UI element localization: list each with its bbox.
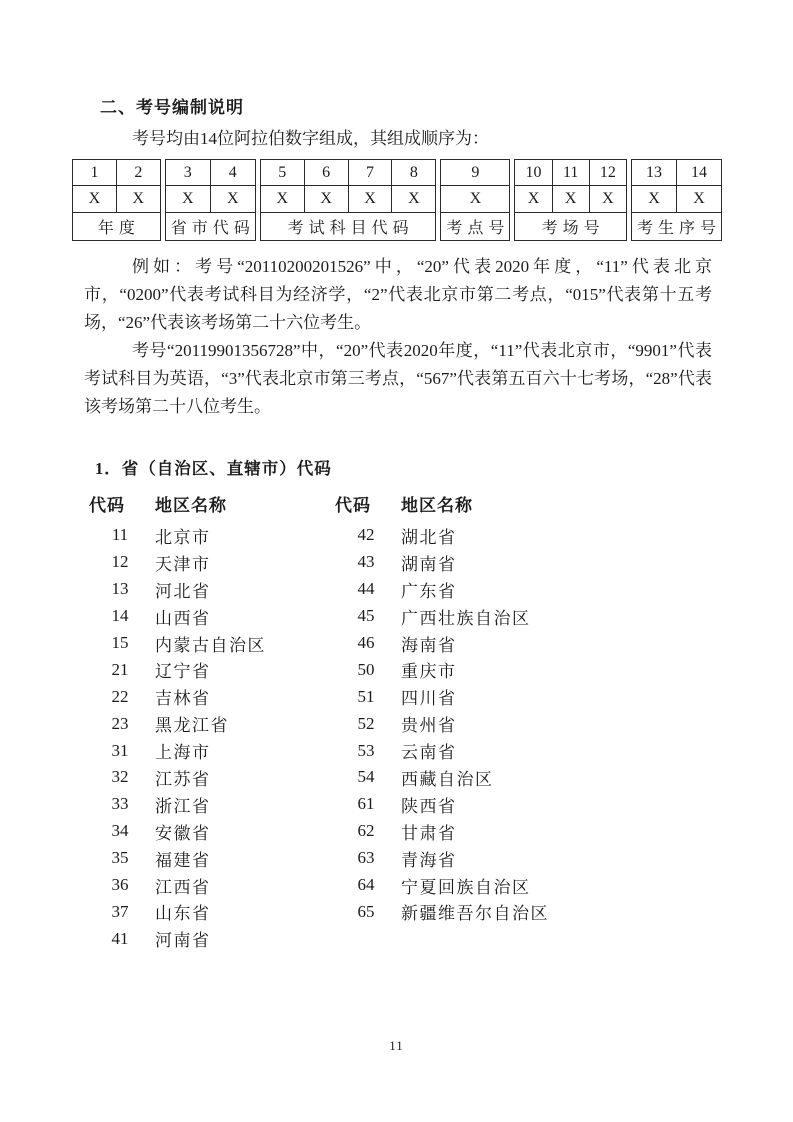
digit-position-cell: 5 — [260, 160, 304, 186]
digit-placeholder-cell: X — [441, 186, 510, 213]
page-content — [84, 97, 721, 952]
province-code: 22 — [111, 686, 129, 706]
province-row — [335, 630, 581, 657]
page-number: 11 — [389, 1038, 404, 1053]
province-name: 山西省 — [155, 608, 211, 628]
digit-position-cell: 4 — [210, 160, 255, 186]
digit-placeholder-cell: X — [392, 186, 436, 213]
province-name: 湖南省 — [401, 554, 457, 574]
digit-group-label: 考场号 — [515, 213, 627, 241]
province-name: 辽宁省 — [155, 662, 211, 682]
province-row — [89, 818, 335, 845]
province-code: 23 — [111, 713, 129, 733]
province-name: 福建省 — [155, 850, 211, 870]
province-code: 12 — [111, 552, 129, 572]
province-name: 广西壮族自治区 — [401, 608, 531, 628]
province-name: 陕西省 — [401, 796, 457, 816]
digit-position-cell: 14 — [676, 160, 721, 186]
province-code: 50 — [357, 659, 375, 679]
digit-group-label: 考生序号 — [631, 213, 721, 241]
digit-placeholder-cell: X — [348, 186, 392, 213]
province-name: 云南省 — [401, 743, 457, 763]
province-row — [89, 656, 335, 683]
province-row — [335, 549, 581, 576]
province-code: 51 — [357, 686, 375, 706]
province-row — [89, 845, 335, 872]
digit-placeholder-cell: X — [676, 186, 721, 213]
province-name: 黑龙江省 — [155, 716, 229, 736]
name-column-header: 地区名称 — [155, 496, 227, 515]
province-row — [335, 764, 581, 791]
province-code: 35 — [111, 848, 129, 868]
digit-group-label: 年度 — [73, 213, 161, 241]
province-row — [89, 549, 335, 576]
province-header-row — [89, 489, 335, 522]
province-name: 四川省 — [401, 689, 457, 709]
exam-number-digit-table — [72, 159, 722, 241]
province-row — [335, 522, 581, 549]
digit-position-cell: 8 — [392, 160, 436, 186]
province-code-lists — [89, 489, 712, 952]
province-name: 内蒙古自治区 — [155, 635, 266, 655]
province-row — [335, 791, 581, 818]
province-row — [89, 925, 335, 952]
example-paragraph-1: 例如：考号“20110200201526”中，“20”代表2020年度，“11”代表北京市，“0200”代表考试科目为经济学，“2”代表北京市第二考点，“015”代表第十五考场，“26”代表该考场第二十六位考生。 — [84, 257, 712, 332]
province-row — [89, 764, 335, 791]
province-table-right — [335, 489, 581, 925]
province-code: 44 — [357, 579, 375, 599]
digit-group-label: 考试科目代码 — [260, 213, 436, 241]
province-name: 青海省 — [401, 850, 457, 870]
province-name: 甘肃省 — [401, 823, 457, 843]
province-code: 64 — [357, 875, 375, 895]
province-code: 62 — [357, 821, 375, 841]
digit-group — [72, 159, 161, 241]
digit-group-label: 考点号 — [441, 213, 510, 241]
province-name: 天津市 — [155, 554, 211, 574]
province-row — [89, 872, 335, 899]
province-row — [89, 737, 335, 764]
province-name: 河南省 — [155, 931, 211, 951]
province-code: 13 — [111, 579, 129, 599]
code-column-header: 代码 — [335, 496, 371, 515]
province-row — [89, 710, 335, 737]
province-name: 吉林省 — [155, 689, 211, 709]
province-row — [89, 683, 335, 710]
province-name: 安徽省 — [155, 823, 211, 843]
province-code: 42 — [357, 525, 375, 545]
digit-placeholder-cell: X — [552, 186, 589, 213]
digit-placeholder-cell: X — [73, 186, 117, 213]
name-column-header: 地区名称 — [401, 496, 473, 515]
province-row — [335, 710, 581, 737]
province-name: 重庆市 — [401, 662, 457, 682]
province-name: 江苏省 — [155, 769, 211, 789]
province-header-row — [335, 489, 581, 522]
province-row — [335, 576, 581, 603]
province-code: 34 — [111, 821, 129, 841]
digit-placeholder-cell: X — [260, 186, 304, 213]
digit-group — [440, 159, 510, 241]
digit-placeholder-cell: X — [589, 186, 626, 213]
digit-position-cell: 2 — [116, 160, 160, 186]
province-name: 河北省 — [155, 581, 211, 601]
province-row — [335, 872, 581, 899]
province-code: 65 — [357, 901, 375, 921]
province-name: 海南省 — [401, 635, 457, 655]
province-name: 山东省 — [155, 904, 211, 924]
digit-group-label: 省市代码 — [165, 213, 255, 241]
province-name: 宁夏回族自治区 — [401, 877, 531, 897]
province-name: 西藏自治区 — [401, 769, 494, 789]
province-row — [89, 522, 335, 549]
province-section-heading: 1．省（自治区、直辖市）代码 — [95, 459, 332, 478]
digit-position-cell: 9 — [441, 160, 510, 186]
province-row — [89, 630, 335, 657]
province-code: 53 — [357, 740, 375, 760]
digit-position-cell: 7 — [348, 160, 392, 186]
province-row — [335, 603, 581, 630]
province-row — [89, 791, 335, 818]
digit-placeholder-cell: X — [210, 186, 255, 213]
digit-placeholder-cell: X — [165, 186, 210, 213]
province-code: 15 — [111, 633, 129, 652]
digit-position-cell: 1 — [73, 160, 117, 186]
example-paragraph-2: 考号“20119901356728”中，“20”代表2020年度，“11”代表北京市，“9901”代表考试科目为英语，“3”代表北京市第三考点，“567”代表第五百六十七考场，“28”代表该考场第二十八位考生。 — [84, 341, 712, 416]
digit-placeholder-cell: X — [116, 186, 160, 213]
province-row — [335, 656, 581, 683]
intro-text: 考号均由14位阿拉伯数字组成，其组成顺序为： — [132, 129, 489, 148]
province-name: 新疆维吾尔自治区 — [401, 904, 549, 924]
digit-position-cell: 10 — [515, 160, 552, 186]
digit-position-cell: 6 — [304, 160, 348, 186]
province-row — [335, 898, 581, 925]
province-code: 45 — [357, 606, 375, 626]
province-code: 43 — [357, 552, 375, 572]
province-name: 贵州省 — [401, 716, 457, 736]
province-name: 浙江省 — [155, 796, 211, 816]
province-code: 41 — [111, 928, 129, 948]
province-row — [335, 683, 581, 710]
province-code: 32 — [111, 767, 129, 787]
province-row — [335, 818, 581, 845]
code-column-header: 代码 — [89, 496, 125, 515]
province-name: 江西省 — [155, 877, 211, 897]
province-code: 52 — [357, 713, 375, 733]
province-name: 北京市 — [155, 527, 211, 547]
digit-group — [631, 159, 722, 241]
province-name: 上海市 — [155, 743, 211, 763]
province-code: 14 — [111, 606, 129, 626]
province-row — [89, 576, 335, 603]
digit-group — [165, 159, 256, 241]
province-code: 31 — [111, 740, 129, 760]
province-code: 36 — [111, 875, 129, 895]
province-code: 61 — [357, 794, 375, 814]
digit-placeholder-cell: X — [631, 186, 676, 213]
digit-position-cell: 3 — [165, 160, 210, 186]
province-table-left — [89, 489, 335, 952]
province-row — [89, 603, 335, 630]
digit-group — [514, 159, 627, 241]
digit-position-cell: 12 — [589, 160, 626, 186]
province-code: 63 — [357, 848, 375, 868]
digit-position-cell: 13 — [631, 160, 676, 186]
digit-group — [260, 159, 437, 241]
digit-position-cell: 11 — [552, 160, 589, 186]
province-code: 46 — [357, 633, 375, 652]
province-row — [89, 898, 335, 925]
digit-placeholder-cell: X — [304, 186, 348, 213]
province-row — [335, 845, 581, 872]
province-row — [335, 737, 581, 764]
section-heading: 二、考号编制说明 — [100, 98, 244, 117]
province-name: 湖北省 — [401, 527, 457, 547]
province-name: 广东省 — [401, 581, 457, 601]
province-code: 11 — [111, 525, 129, 545]
province-code: 54 — [357, 767, 375, 787]
province-code: 33 — [111, 794, 129, 814]
province-code: 21 — [111, 659, 129, 679]
digit-placeholder-cell: X — [515, 186, 552, 213]
province-code: 37 — [111, 901, 129, 921]
